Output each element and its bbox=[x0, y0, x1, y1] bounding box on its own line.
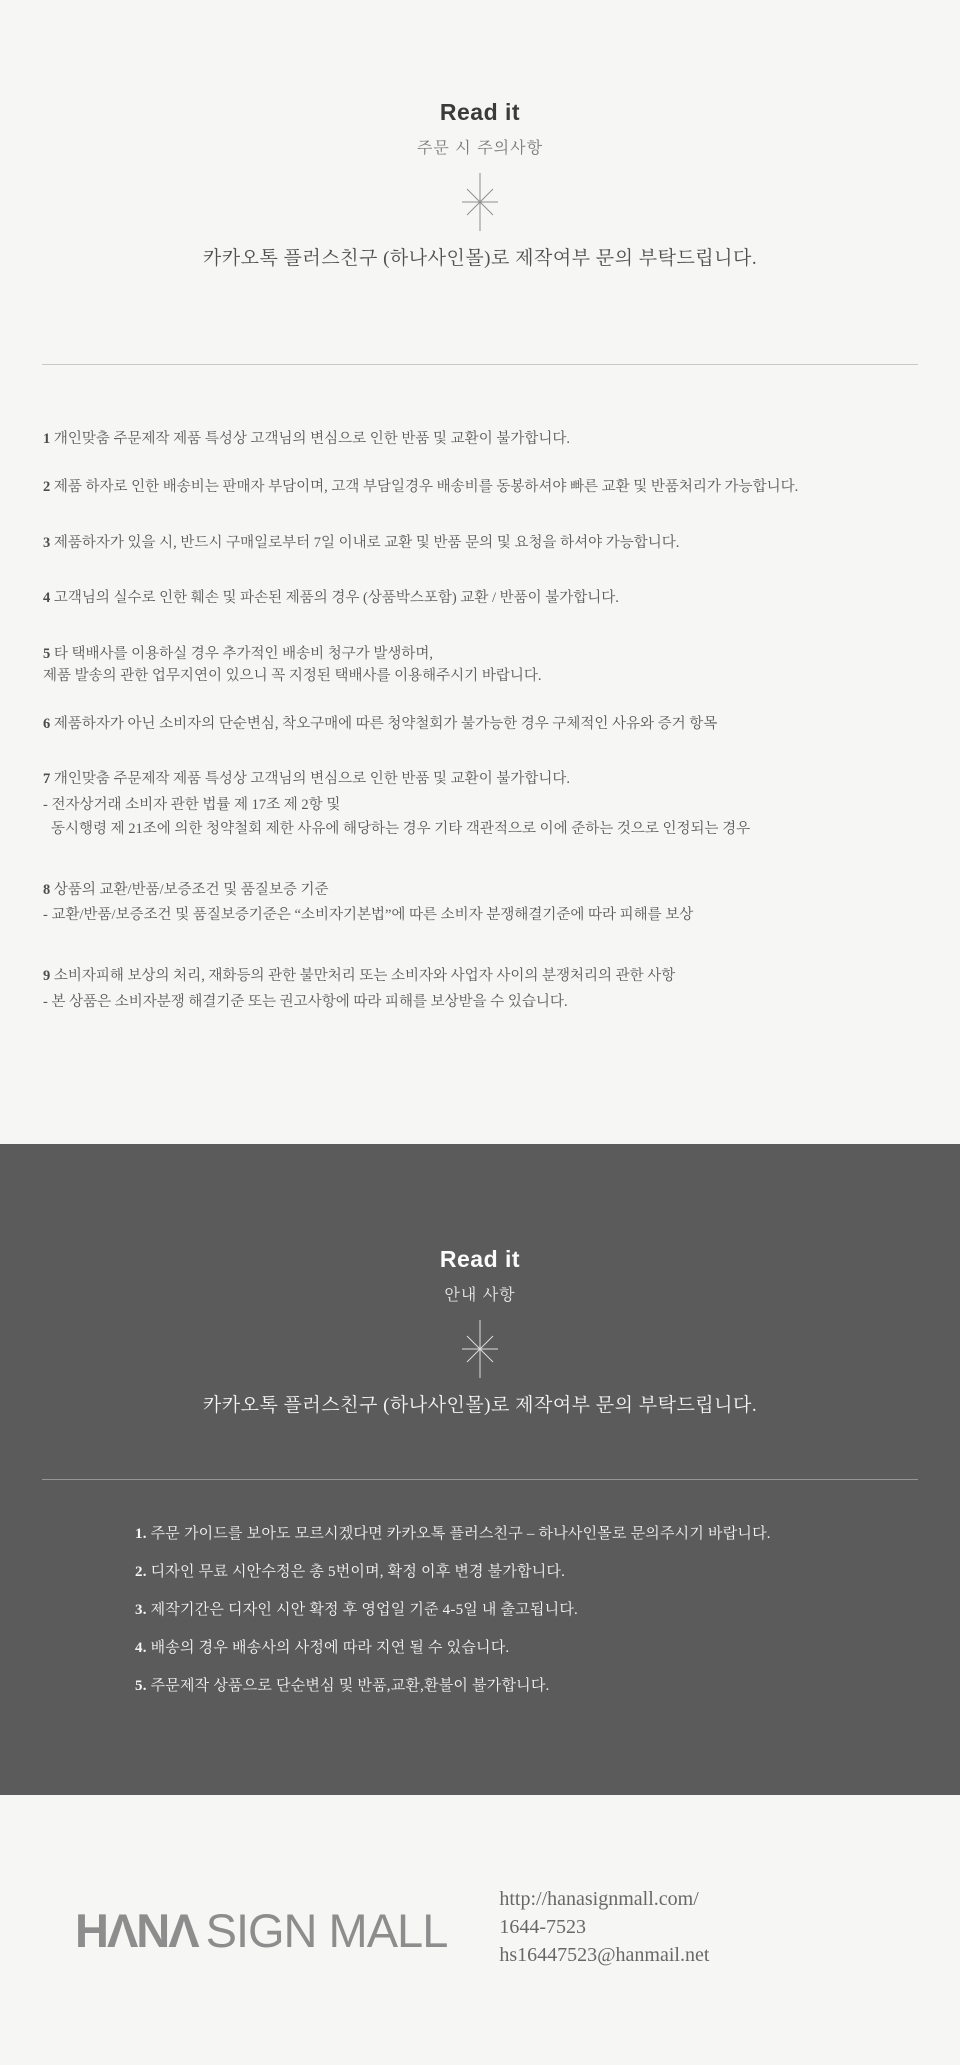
notice-item-8-sub1: - 교환/반품/보증조건 및 품질보증기준은 “소비자기본법”에 따른 소비자 분쟁해결기준에 따라 피해를 보상 bbox=[43, 907, 694, 924]
item-number: 1 bbox=[43, 431, 51, 447]
item-text: 상품의 교환/반품/보증조건 및 품질보증 기준 bbox=[53, 881, 329, 898]
item-text: 고객님의 실수로 인한 훼손 및 파손된 제품의 경우 (상품박스포함) 교환 / 반품이 불가합니다. bbox=[53, 590, 619, 607]
guide-item-2 bbox=[135, 1562, 825, 1583]
asterisk-star-icon bbox=[0, 1320, 960, 1383]
item-number: 3. bbox=[135, 1602, 147, 1618]
item-text: 제품 하자로 인한 배송비는 판매자 부담이며, 고객 부담일경우 배송비를 동봉하셔야 빠른 교환 및 반품처리가 가능합니다. bbox=[53, 478, 799, 495]
notice-item-2 bbox=[43, 477, 920, 499]
item-number: 9 bbox=[43, 968, 51, 984]
guide-item-5 bbox=[135, 1676, 825, 1697]
item-text: 개인맞춤 주문제작 제품 특성상 고객님의 변심으로 인한 반품 및 교환이 불가합니다. bbox=[53, 771, 570, 788]
notice-item-9 bbox=[43, 966, 920, 988]
section-subtitle: 주문 시 주의사항 bbox=[416, 140, 544, 157]
item-number: 7 bbox=[43, 771, 51, 788]
item-text-line2: 제품 발송의 관한 업무지연이 있으니 꼭 지정된 택배사를 이용해주시기 바랍니다. bbox=[43, 667, 542, 684]
notice-item-7 bbox=[43, 769, 920, 791]
guide-item-3 bbox=[135, 1600, 825, 1621]
notice-item-5 bbox=[43, 644, 920, 688]
item-number: 6 bbox=[43, 715, 51, 732]
notice-item-7-sub2: 동시행령 제 21조에 의한 청약철회 제한 사유에 해당하는 경우 기타 객관적으로 이에 준하는 것으로 인정되는 경우 bbox=[51, 820, 751, 837]
item-text: 제작기간은 디자인 시안 확정 후 영업일 기준 4-5일 내 출고됩니다. bbox=[150, 1602, 578, 1618]
item-text: 주문제작 상품으로 단순변심 및 반품,교환,환불이 불가합니다. bbox=[150, 1678, 550, 1694]
guide-item-list bbox=[135, 1480, 825, 1697]
item-text: 타 택배사를 이용하실 경우 추가적인 배송비 청구가 발생하며, bbox=[53, 646, 434, 662]
asterisk-star-icon bbox=[0, 173, 960, 236]
item-number: 5 bbox=[43, 646, 51, 662]
logo-sign-mall-text: SIGN MALL bbox=[205, 1903, 448, 1957]
item-number: 3 bbox=[43, 534, 51, 551]
notice-item-list bbox=[0, 365, 960, 1014]
guide-item-4 bbox=[135, 1638, 825, 1659]
notice-item-6 bbox=[43, 714, 920, 736]
hana-sign-mall-logo bbox=[75, 1903, 448, 1957]
item-text: 제품하자가 있을 시, 반드시 구매일로부터 7일 이내로 교환 및 반품 문의 및 요청을 하셔야 가능합니다. bbox=[53, 534, 680, 551]
notice-item-8 bbox=[43, 880, 920, 902]
item-text: 주문 가이드를 보아도 모르시겠다면 카카오톡 플러스친구 – 하나사인몰로 문의주시기 바랍니다. bbox=[150, 1526, 771, 1542]
item-number: 4. bbox=[135, 1640, 147, 1656]
item-text: 배송의 경우 배송사의 사정에 따라 지연 될 수 있습니다. bbox=[150, 1640, 510, 1656]
item-number: 8 bbox=[43, 881, 51, 898]
item-number: 2. bbox=[135, 1564, 147, 1580]
notice-item-7-sub1: - 전자상거래 소비자 관한 법률 제 17조 제 2항 및 bbox=[43, 797, 341, 813]
item-number: 1. bbox=[135, 1526, 147, 1542]
phone-number: 1644-7523 bbox=[499, 1916, 587, 1938]
guide-item-1 bbox=[135, 1524, 825, 1545]
notice-item-4 bbox=[43, 588, 920, 610]
notice-item-3 bbox=[43, 533, 920, 555]
logo-hana-text: HΛNΛ bbox=[75, 1903, 198, 1957]
footer bbox=[0, 1795, 960, 2065]
contact-info bbox=[499, 1885, 709, 1969]
item-text: 제품하자가 아닌 소비자의 단순변심, 착오구매에 따른 청약철회가 불가능한 경우 구체적인 사유와 증거 항목 bbox=[53, 715, 718, 732]
item-number: 4 bbox=[43, 590, 51, 607]
item-text: 소비자피해 보상의 처리, 재화등의 관한 불만처리 또는 소비자와 사업자 사이의 분쟁처리의 관한 사항 bbox=[53, 968, 676, 984]
section-title: Read it bbox=[439, 99, 521, 125]
item-number: 5. bbox=[135, 1678, 147, 1694]
kakao-contact-line: 카카오톡 플러스친구 (하나사인몰)로 제작여부 문의 부탁드립니다. bbox=[202, 248, 758, 269]
section-title: Read it bbox=[439, 1246, 521, 1272]
kakao-contact-line: 카카오톡 플러스친구 (하나사인몰)로 제작여부 문의 부탁드립니다. bbox=[202, 1395, 758, 1416]
notice-item-9-sub1: - 본 상품은 소비자분쟁 해결기준 또는 권고사항에 따라 피해를 보상받을 수 있습니다. bbox=[43, 993, 568, 1010]
website-url: http://hanasignmall.com/ bbox=[499, 1888, 699, 1910]
guidance-section bbox=[0, 1144, 960, 1795]
item-text: 디자인 무료 시안수정은 총 5번이며, 확정 이후 변경 불가합니다. bbox=[150, 1564, 566, 1580]
notice-item-1 bbox=[43, 429, 920, 451]
email-address: hs16447523@hanmail.net bbox=[499, 1944, 710, 1966]
section-subtitle: 안내 사항 bbox=[444, 1287, 516, 1304]
item-text: 개인맞춤 주문제작 제품 특성상 고객님의 변심으로 인한 반품 및 교환이 불가합니다. bbox=[53, 431, 570, 447]
item-number: 2 bbox=[43, 478, 51, 495]
